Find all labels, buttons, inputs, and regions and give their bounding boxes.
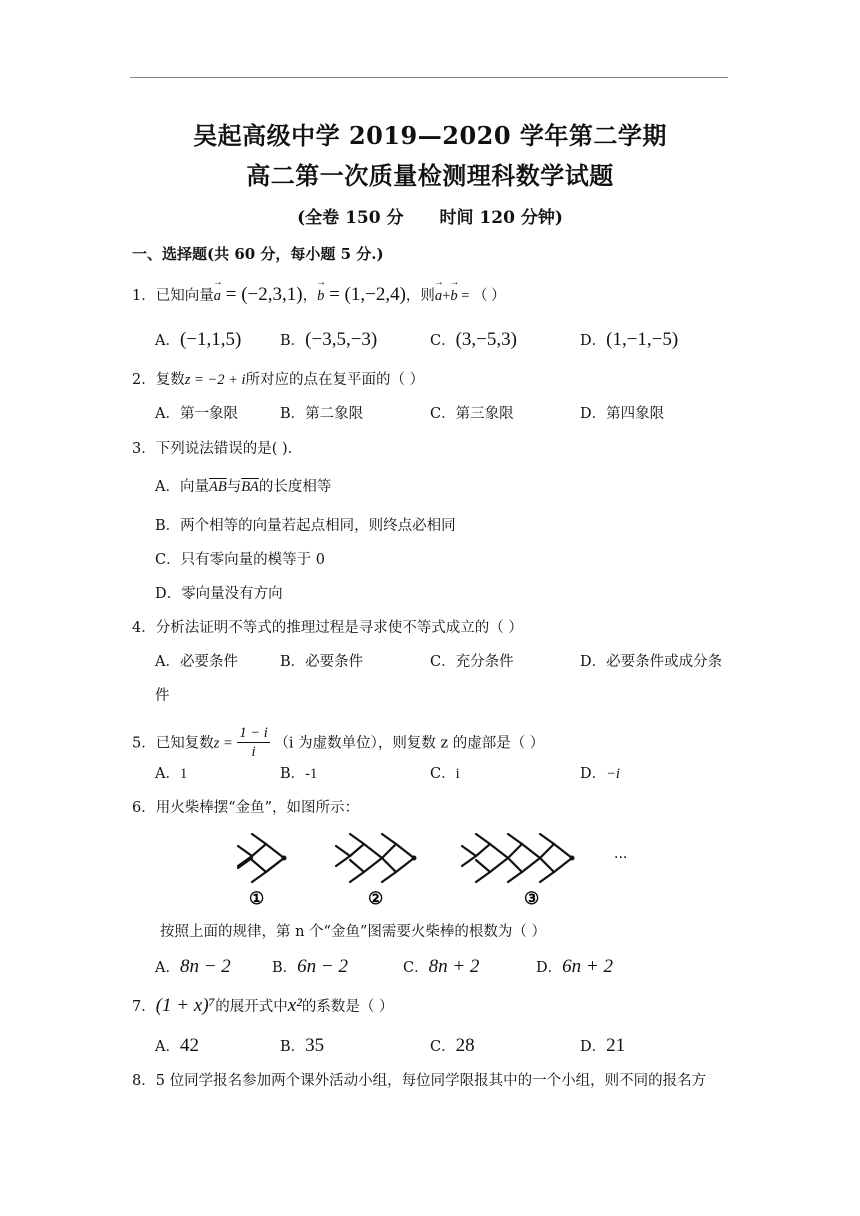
option-label: D．: [580, 333, 607, 349]
option-label: C．: [430, 654, 456, 670]
option-text: 必要条件: [179, 654, 238, 670]
q3-vector-ba: $\overline{BA}$: [241, 479, 259, 495]
q4-option-b: [280, 652, 363, 672]
option-label: D．: [580, 654, 607, 670]
q6-option-a: [155, 957, 231, 978]
q5-tail: （i 为虚数单位），则复数 z 的虚部是（ ）: [274, 735, 545, 752]
option-label: B．: [272, 960, 298, 976]
q1-prefix: 已知向量: [155, 288, 214, 304]
q7-x-squared: x²: [287, 995, 302, 1016]
q8-text: 5 位同学报名参加两个课外活动小组，每位同学限报其中的一个小组，则不同的报名方: [155, 1073, 707, 1089]
question-6: [132, 798, 359, 818]
option-text: 第四象限: [606, 406, 665, 422]
option-label: C．: [430, 766, 456, 782]
option-text: 42: [179, 1035, 199, 1056]
q5-prefix: 已知复数: [155, 735, 214, 752]
q4-text: 分析法证明不等式的推理过程是寻求使不等式成立的（ ）: [155, 620, 523, 636]
option-label: B．: [280, 333, 306, 349]
exam-title-line2: 高二第一次质量检测理科数学试题: [246, 161, 614, 190]
option-label: A．: [155, 406, 180, 422]
section-heading: 一、选择题(共 60 分，每小题 5 分.): [132, 245, 384, 263]
option-label: B．: [280, 766, 306, 782]
q1-sep: ，: [302, 288, 318, 304]
option-text: 第二象限: [305, 406, 364, 422]
q1-vector-a-value: = (−2,3,1): [220, 284, 303, 305]
q6-text: 用火柴棒摆“金鱼”，如图所示：: [155, 800, 360, 816]
option-label: C．: [403, 960, 429, 976]
q1-vector-a: → a: [214, 286, 221, 306]
option-text: 8n − 2: [179, 956, 231, 977]
option-text: 21: [606, 1035, 626, 1056]
fish-figure-1: [238, 834, 284, 882]
q4-number: 4．: [132, 620, 156, 636]
q4-option-d-wrap: 件: [155, 688, 170, 704]
q2-option-c: [430, 404, 514, 424]
q3-a-tail: 的长度相等: [258, 479, 332, 495]
question-2: [132, 370, 424, 390]
option-label: A．: [155, 766, 180, 782]
q7-option-a: [155, 1036, 199, 1057]
q3-a-mid: 与: [226, 479, 242, 495]
option-text: 必要条件: [305, 654, 364, 670]
option-label: A．: [155, 479, 180, 495]
exam-info: [0, 203, 860, 228]
option-label: B．: [280, 654, 306, 670]
q3-option-b: B．两个相等的向量若起点相同，则终点必相同: [155, 518, 456, 534]
question-3: [132, 439, 292, 459]
option-label: B．: [280, 1039, 306, 1055]
option-text: 充分条件: [455, 654, 514, 670]
option-label: B．: [280, 406, 306, 422]
q6-option-c: [403, 957, 479, 978]
q2-option-b: [280, 404, 363, 424]
q4-option-a: [155, 652, 238, 672]
q1-option-b: [280, 330, 377, 351]
q7-mid: 的展开式中: [215, 999, 288, 1015]
option-text: 8n + 2: [428, 956, 480, 977]
q1-sum-a: → a: [435, 286, 442, 306]
q6-number: 6．: [132, 800, 156, 816]
q1-vector-b-value: = (1,−2,4): [324, 284, 406, 305]
q7-tail: 的系数是（ ）: [301, 999, 394, 1015]
option-label: D．: [580, 766, 607, 782]
option-text: 35: [305, 1035, 325, 1056]
q1-option-d: [580, 330, 678, 351]
header-rule: [130, 77, 728, 78]
q5-option-d: [580, 764, 620, 784]
option-label: A．: [155, 654, 180, 670]
question-5: [132, 725, 544, 762]
option-text: -1: [305, 766, 318, 782]
option-label: C．: [430, 406, 456, 422]
q7-option-b: [280, 1036, 324, 1057]
q5-option-a: [155, 764, 187, 784]
question-8: [132, 1071, 706, 1091]
q3-option-c: C．只有零向量的模等于 0: [155, 552, 325, 568]
matchstick-fish-figure: [230, 822, 640, 912]
question-4: [132, 618, 523, 638]
option-label: A．: [155, 960, 180, 976]
fish-figure-3: [462, 834, 572, 882]
q2-option-d: [580, 404, 664, 424]
option-text: (−3,5,−3): [305, 329, 378, 350]
q1-sum-b: → b: [450, 286, 457, 306]
q1-option-c: [430, 330, 517, 351]
option-text: 1: [179, 766, 188, 782]
option-label: D．: [580, 406, 607, 422]
q1-option-a: [155, 330, 241, 351]
q6-follow-up: 按照上面的规律，第 n 个“金鱼”图需要火柴棒的根数为（ ）: [160, 924, 546, 940]
q8-number: 8．: [132, 1073, 156, 1089]
q5-numerator: 1 − i: [239, 725, 268, 741]
q3-a-prefix: 向量: [179, 479, 209, 495]
option-text: 6n + 2: [562, 956, 613, 977]
q2-number: 2．: [132, 372, 156, 388]
q7-number: 7．: [132, 999, 156, 1015]
option-label: D．: [536, 960, 563, 976]
option-text: −i: [606, 766, 620, 782]
option-label: A．: [155, 1039, 180, 1055]
option-text: (1,−1,−5): [606, 329, 679, 350]
option-text: i: [455, 766, 460, 782]
q2-prefix: 复数: [155, 372, 185, 388]
q5-option-b: [280, 764, 317, 784]
q1-number: 1．: [132, 288, 156, 304]
q3-text: 下列说法错误的是( ).: [155, 441, 293, 457]
q3-option-a: [155, 477, 331, 497]
option-text: 28: [455, 1035, 475, 1056]
figure-ellipsis: ···: [614, 850, 628, 866]
q3-option-d: D．零向量没有方向: [155, 586, 283, 602]
q5-number: 5．: [132, 735, 156, 752]
option-text: (3,−5,3): [455, 329, 517, 350]
option-label: C．: [430, 333, 456, 349]
option-label: D．: [580, 1039, 607, 1055]
fish-figure-2: [336, 834, 414, 882]
q5-fraction: [237, 724, 269, 761]
figure-label-3: ③: [524, 889, 540, 909]
q1-vector-b: → b: [317, 286, 324, 306]
q2-option-a: [155, 404, 238, 424]
q2-tail: 所对应的点在复平面的（ ）: [245, 372, 425, 388]
option-text: 第一象限: [179, 406, 238, 422]
exam-total: (全卷 150 分: [297, 208, 404, 228]
q1-then: ，则: [405, 288, 435, 304]
q7-expression: (1 + x)⁷: [155, 995, 216, 1016]
option-text: 必要条件或成分条: [606, 654, 723, 670]
q6-option-d: [536, 957, 613, 978]
q3-vector-ab: $\overline{AB}$: [208, 479, 227, 495]
option-text: 6n − 2: [297, 956, 348, 977]
q3-number: 3．: [132, 441, 156, 457]
option-text: (−1,1,5): [179, 329, 242, 350]
q1-plus: +: [442, 288, 451, 304]
q2-expression: z = −2 + i: [184, 372, 246, 388]
option-label: C．: [430, 1039, 456, 1055]
exam-time: 时间 120 分钟): [439, 208, 563, 228]
q4-option-c: [430, 652, 514, 672]
q7-option-d: [580, 1036, 625, 1057]
q5-denominator: i: [251, 744, 256, 760]
exam-title-line1: 吴起高级中学 2019—2020 学年第二学期: [193, 121, 667, 150]
q4-option-d: [580, 652, 722, 672]
question-7: [132, 996, 394, 1017]
option-text: 第三象限: [455, 406, 514, 422]
q1-tail: = （ ）: [457, 288, 506, 304]
q5-option-c: [430, 764, 460, 784]
figure-label-1: ①: [249, 889, 265, 909]
question-1: [132, 285, 506, 306]
q6-option-b: [272, 957, 348, 978]
q7-option-c: [430, 1036, 475, 1057]
option-label: A．: [155, 333, 180, 349]
figure-label-2: ②: [368, 889, 384, 909]
q5-z: z =: [213, 735, 233, 752]
